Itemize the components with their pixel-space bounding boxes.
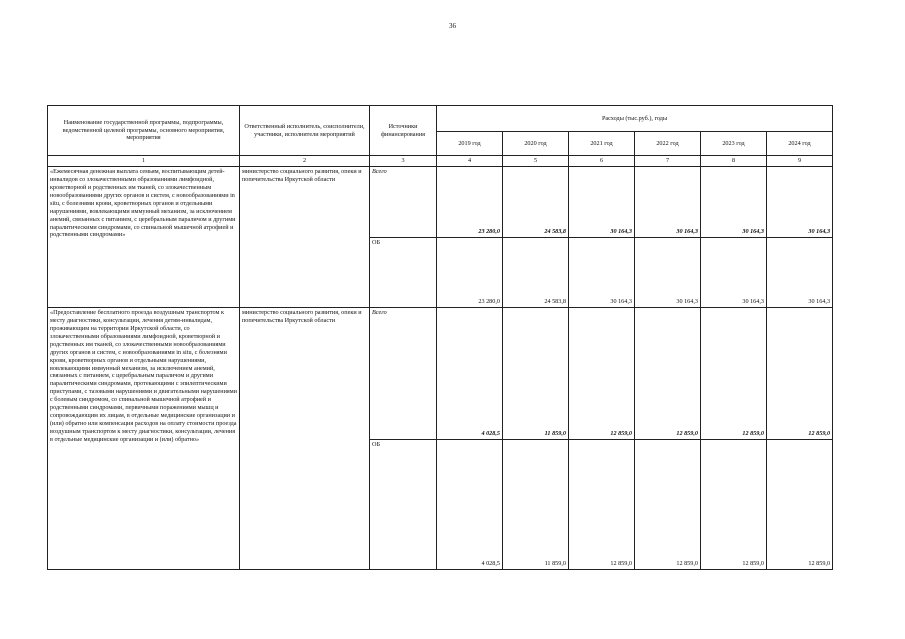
source-total-label: Всего	[370, 307, 437, 439]
column-number: 8	[701, 156, 767, 167]
page-number: 36	[449, 22, 456, 30]
header-year: 2019 год	[437, 132, 503, 156]
ob-value: 30 164,3	[569, 237, 635, 307]
ob-value: 30 164,3	[767, 237, 833, 307]
header-year: 2023 год	[701, 132, 767, 156]
total-value: 12 859,0	[635, 307, 701, 439]
ob-value: 23 280,0	[437, 237, 503, 307]
header-year: 2022 год	[635, 132, 701, 156]
measure-name: «Предоставление бесплатного проезда воздушным транспортом к месту диагностики, консультации, лечения детям-инвалидам, проживающим на территории Иркутской области, со злокачественными образованиями лимфоидной, кроветворной и родственных им тканей, со злокачественными новообразованиями других органов и систем, с новообразованиями in situ, с болезнями крови, кроветворных органов и отдельными нарушениями, вовлекающими иммунный механизм, за исключением анемий, связанных с питанием, с церебральным параличом и другими паралитическими синдромами, протекающими с эпилептическими приступами, с тазовыми нарушениями и двигательными нарушениями с болевым синдромом, со спинальной мышечной атрофией и родственными синдромами, первичными поражениями мышц и сопровождающим их лицам, в отдельные медицинские организации и (или) обратно или компенсация расходов на оплату стоимости проезда воздушным транспортом к месту диагностики, консультации, лечения в отдельные медицинские организации и (или) обратно»	[48, 307, 240, 569]
total-value: 12 859,0	[701, 307, 767, 439]
source-ob-label: ОБ	[370, 237, 437, 307]
header-expenses: Расходы (тыс.руб.), годы	[437, 106, 833, 132]
measure-name: «Ежемесячная денежная выплата семьям, воспитывающим детей-инвалидов со злокачественными образованиями лимфоидной, кроветворной и родственных им тканей, со злокачественным новообразованиями других органов и систем, с новообразованиями in situ, с болезнями крови, кроветворных органов и отдельными нарушениями, вовлекающими иммунный механизм, за исключением анемий, связанных с питанием, с церебральным параличом и другими паралитическими синдромами, со спинальной мышечной атрофией и родственными синдромами»	[48, 166, 240, 307]
ob-value: 12 859,0	[701, 439, 767, 569]
total-value: 11 859,0	[503, 307, 569, 439]
table-row	[48, 166, 833, 237]
total-value: 30 164,3	[635, 166, 701, 237]
ob-value: 12 859,0	[569, 439, 635, 569]
ob-value: 12 859,0	[635, 439, 701, 569]
column-number: 2	[240, 156, 370, 167]
total-value: 12 859,0	[569, 307, 635, 439]
column-number: 3	[370, 156, 437, 167]
column-number: 5	[503, 156, 569, 167]
ob-value: 30 164,3	[635, 237, 701, 307]
ob-value: 4 028,5	[437, 439, 503, 569]
header-executor: Ответственный исполнитель, соисполнители, участники, исполнители мероприятий	[240, 106, 370, 156]
ob-value: 11 859,0	[503, 439, 569, 569]
total-value: 23 280,0	[437, 166, 503, 237]
measure-executor: министерство социального развития, опеки и попечительства Иркутской области	[240, 166, 370, 307]
column-number: 4	[437, 156, 503, 167]
total-value: 30 164,3	[569, 166, 635, 237]
header-year: 2020 год	[503, 132, 569, 156]
column-number: 6	[569, 156, 635, 167]
header-year: 2021 год	[569, 132, 635, 156]
ob-value: 24 583,8	[503, 237, 569, 307]
header-year: 2024 год	[767, 132, 833, 156]
column-number: 9	[767, 156, 833, 167]
column-number: 7	[635, 156, 701, 167]
source-total-label: Всего	[370, 166, 437, 237]
ob-value: 30 164,3	[701, 237, 767, 307]
column-number: 1	[48, 156, 240, 167]
source-ob-label: ОБ	[370, 439, 437, 569]
table-row	[48, 307, 833, 439]
header-name: Наименование государственной программы, подпрограммы, ведомственной целевой программы, основного мероприятия, мероприятия	[48, 106, 240, 156]
measure-executor: министерство социального развития, опеки и попечительства Иркутской области	[240, 307, 370, 569]
total-value: 30 164,3	[701, 166, 767, 237]
expenses-table	[47, 105, 833, 570]
header-sources: Источники финансирования	[370, 106, 437, 156]
total-value: 12 859,0	[767, 307, 833, 439]
total-value: 4 028,5	[437, 307, 503, 439]
ob-value: 12 859,0	[767, 439, 833, 569]
total-value: 30 164,3	[767, 166, 833, 237]
total-value: 24 583,8	[503, 166, 569, 237]
